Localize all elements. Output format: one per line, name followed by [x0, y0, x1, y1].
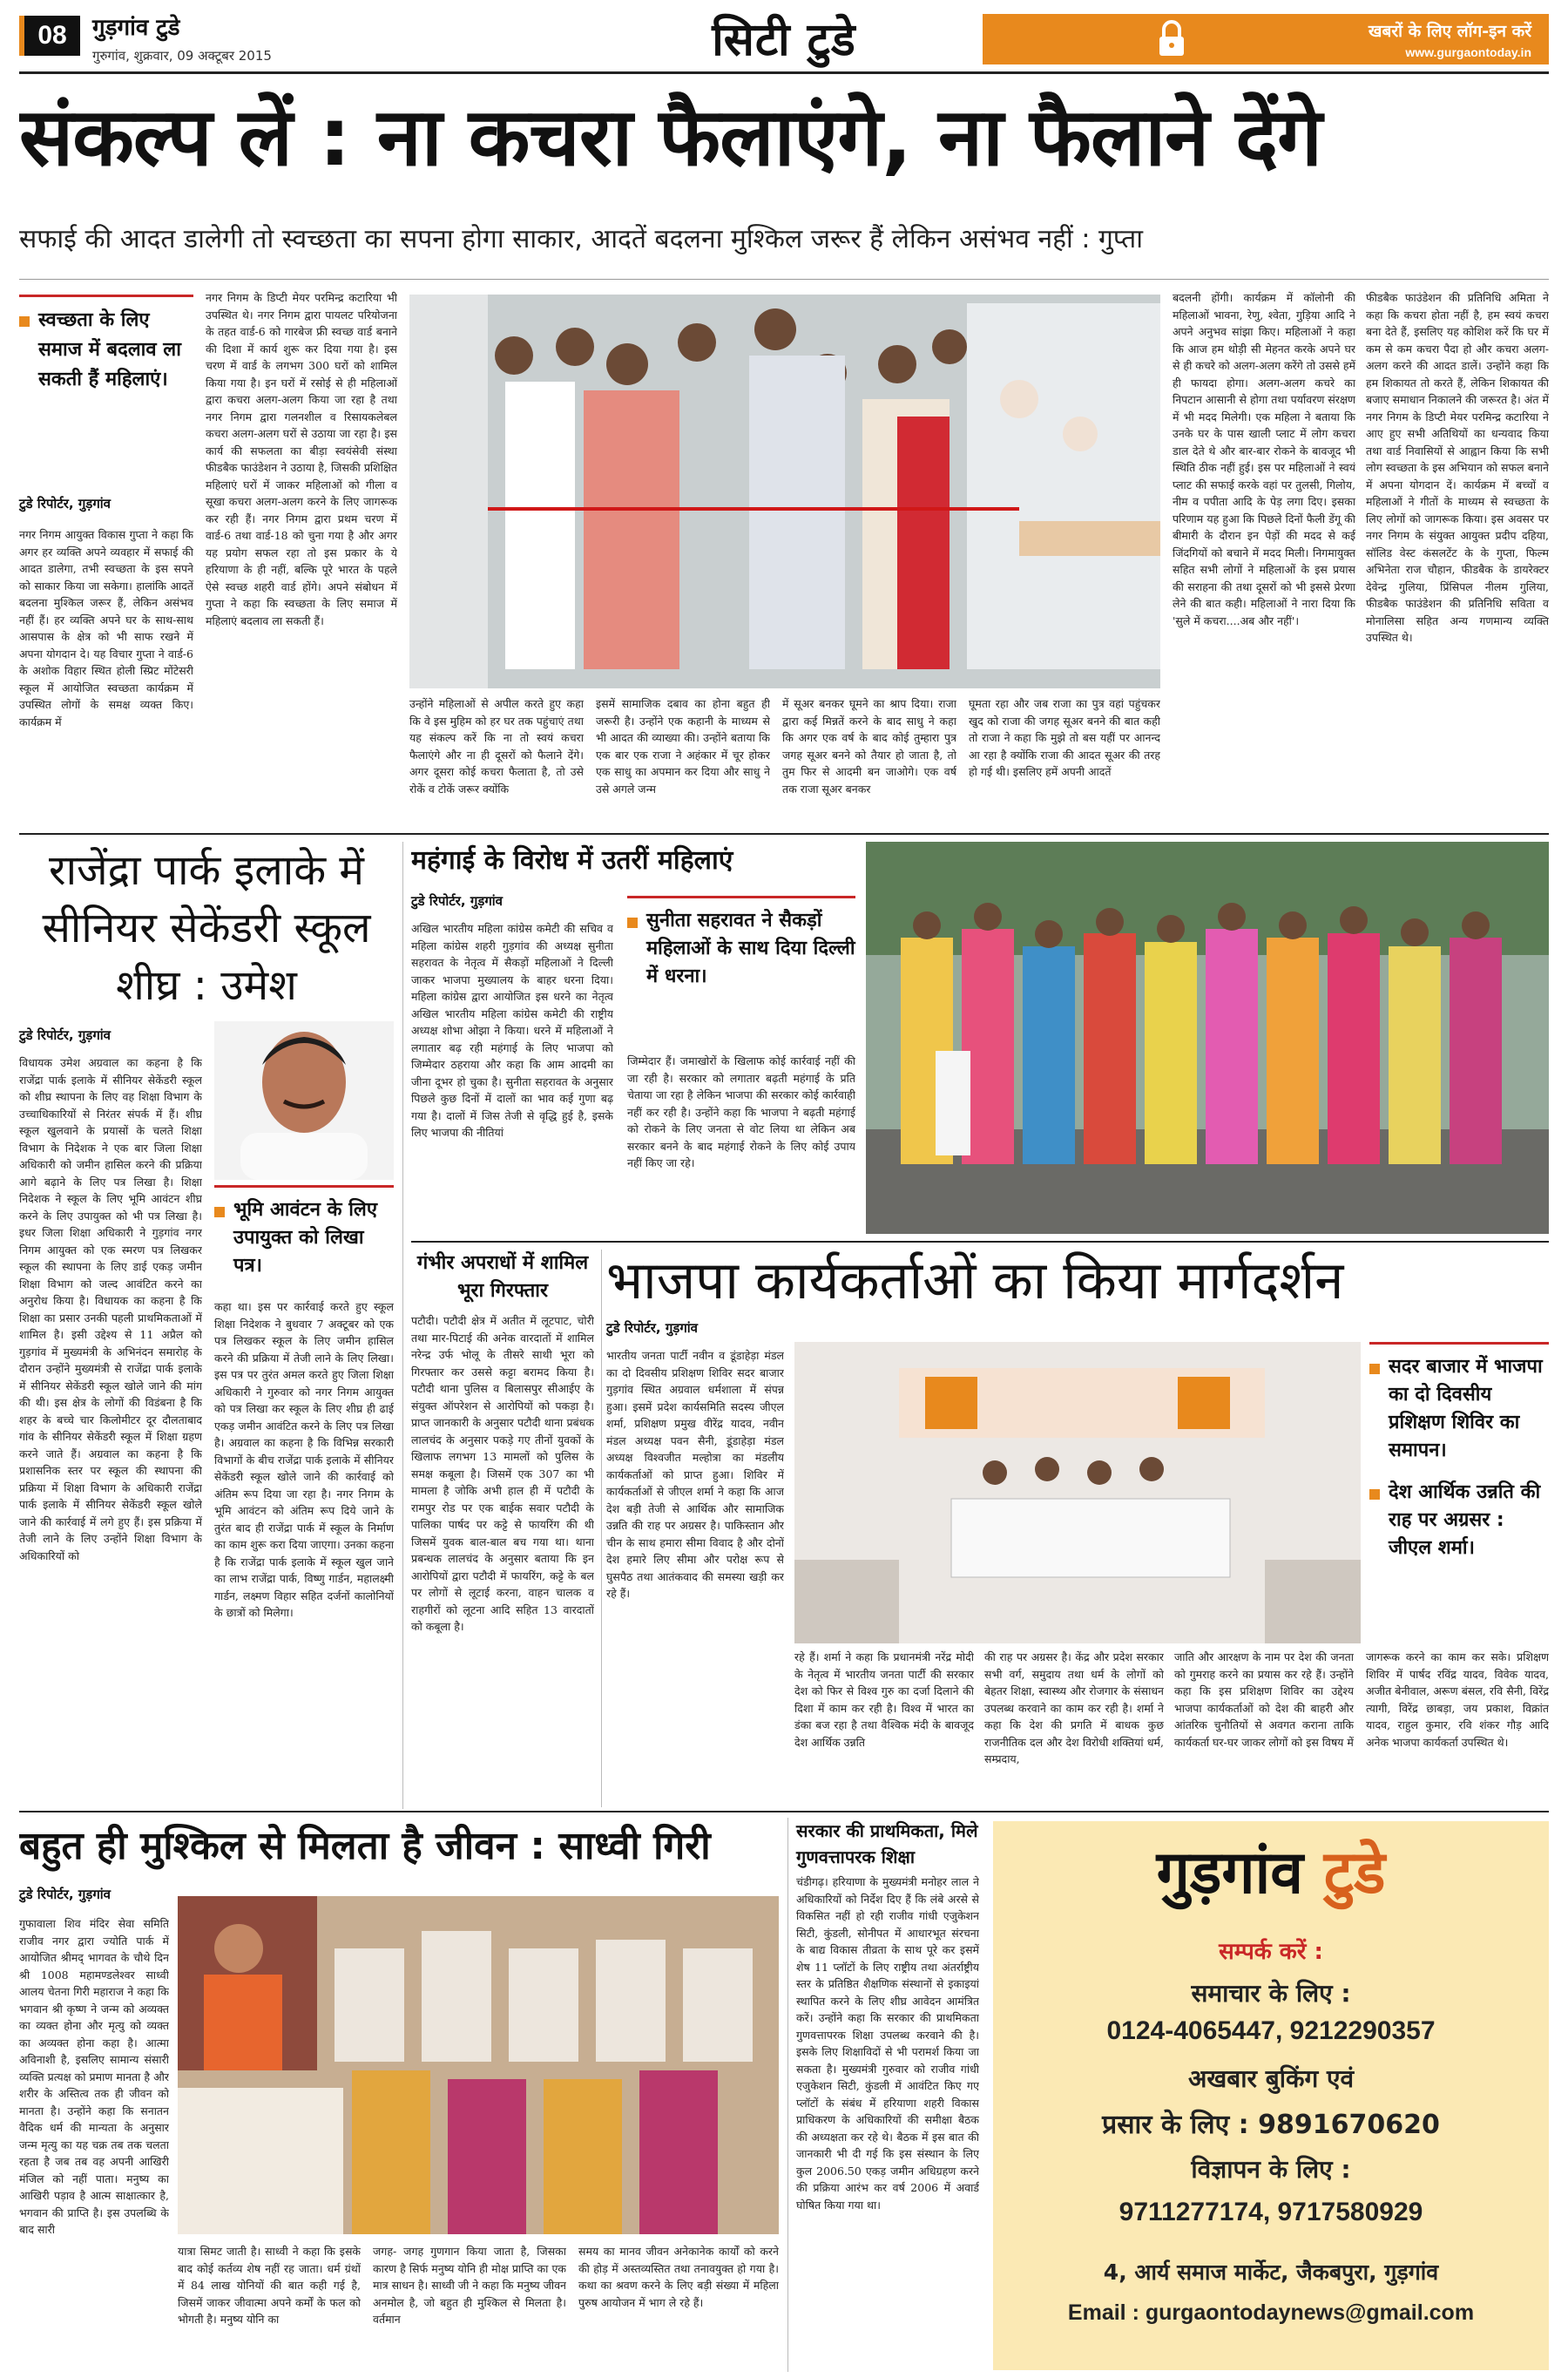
bjp-col-1: भारतीय जनता पार्टी नवीन व डूंडाहेड़ा मंडल का दो दिवसीय प्रशिक्षण शिविर सदर बाजार गुड़गांव स्थित अग्रवाल धर्मशाला में संपन्न हुआ। इसमें प्रदेश कार्यसमिति सदस्य जीएल शर्मा, प्रशिक्षण प्रमुख वीरेंद्र यादव, नवीन मंडल अध्यक्ष पवन सैनी, डूंडाहेड़ा मंडल अध्यक्ष विश्वजीत मल्होत्रा का मंडलीय कार्यकर्ताओं को प्राप्त हुआ। शिविर में कार्यकर्ताओं से जीएल शर्मा ने कहा कि आज देश बड़ी तेजी से आर्थिक और सामाजिक उन्नति की राह पर अग्रसर है। पाकिस्तान और चीन के साथ हमारा सीमा विवाद है और दोनों देश हमारे लिए सीमा और परोक्ष रूप से घुसपैठ तथा आतंकवाद की समस्या खड़ी कर रहे हैं।: [606, 1349, 784, 1600]
column-rule: [402, 842, 403, 1809]
school-byline: टुडे रिपोर्टर, गुड़गांव: [19, 1027, 111, 1043]
page-number: 08: [19, 16, 80, 56]
lock-icon: [1157, 19, 1186, 58]
school-photo-umesh: [214, 1021, 394, 1180]
bottom-divider: [19, 1811, 1549, 1812]
lead-byline: टुडे रिपोर्टर, गुड़गांव: [19, 496, 111, 512]
bjp-col-5: जागरूक करने का काम कर सके। प्रशिक्षण शिविर में पार्षद रविंद्र यादव, विवेक यादव, अजीत बेनीवाल, अरूण बंसल, रवि सैनी, विरेंद्र त्यागी, विरेंद्र छाबड़ा, जय प्रकाश, विक्रांत यादव, राहुल कुमार, रवि शंकर गौड़ आदि अनेक भाजपा कार्यकर्ता उपस्थित थे।: [1366, 1650, 1549, 1749]
bullet-marker: [1369, 1364, 1380, 1374]
lead-highlight-text: स्वच्छता के लिए समाज में बदलाव ला सकती हैं महिलाएं।: [38, 309, 181, 390]
bullet-marker: [214, 1207, 225, 1217]
column-rule: [787, 1818, 788, 2372]
sadhvi-photo-gathering: [178, 1896, 779, 2234]
bjp-col-4: जाति और आरक्षण के नाम पर देश की जनता को गुमराह करने का प्रयास कर रहे हैं। उन्होंने कहा कि इस प्रशिक्षण शिविर का उद्देश्य भाजपा कार्यकर्ताओं को देश की बाहरी और आंतरिक चुनौतियों से अवगत कराना ताकि कार्यकर्ता घर-घर जाकर लोगों को इस विषय में: [1174, 1650, 1354, 1749]
login-banner[interactable]: [983, 14, 1549, 64]
school-headline: राजेंद्रा पार्क इलाके में सीनियर सेकेंडरी स्कूल शीघ्र : उमेश: [42, 846, 371, 1010]
school-highlight-text: भूमि आवंटन के लिए उपायुक्त को लिखा पत्र।: [233, 1199, 377, 1277]
page-header: [0, 0, 1568, 71]
lead-col-7: बदलनी होंगी। कार्यक्रम में कॉलोनी की महिलाओं भावना, रेणु, श्वेता, गुड़िया आदि ने अपने अनुभव सांझा किए। महिलाओं ने कहा कि आज हम थोड़ी सी मेहनत करके अपने घर से ही कचरे को अलग-अलग करेंगे तो उससे हमें ही फायदा होगा। अलग-अलग कचरे का निपटान आसानी से होगा तथा पर्यावरण संरक्षण में भी मदद मिलेगी। एक महिला ने बताया कि उनके घर के पास खाली प्लाट में लोग कचरा डाल देते थे और बार-बार रोकने के बावजूद भी स्थिति ठीक नहीं हुई। इस पर महिलाओं ने स्वयं प्लाट की सफाई करके वहां पर तुलसी, गिलोय, नीम व पपीता आदि के पेड़ लगा दिए। इसका परिणाम यह हुआ कि पिछले दिनों फैली डेंगू की बीमारी के दौरान इन पेड़ों की मदद से कई जिंदगियों को बचाने में मदद मिली। निगमायुक्त सहित सभी लोगों ने महिलाओं के इस प्रयास की सराहना की तथा दूसरों को भी इससे प्रेरणा लेने की बात कही। महिलाओं ने नारा दिया कि 'सुले में कचरा....अब और नहीं'।: [1173, 291, 1355, 627]
ad-contact-label: सम्पर्क करें :: [1219, 1939, 1323, 1965]
bjp-highlight-2: देश आर्थिक उन्नति की राह पर अग्रसर : जीएल शर्मा।: [1389, 1481, 1541, 1559]
lead-divider: [19, 279, 1549, 280]
skills-text: चंडीगढ़। हरियाणा के मुख्यमंत्री मनोहर लाल ने अधिकारियों को निर्देश दिए हैं कि लंबे अरसे से विकसित नहीं हो रही राजीव गांधी एजुकेशन सिटी, कुंडली, सोनीपत में आधारभूत संरचना के बाद्य विकास तीव्रता के साथ पूरे कर इसमें शेष 11 प्लॉटों के लिए राष्ट्रीय तथा अंतर्राष्ट्रीय स्तर के प्रतिष्ठित शैक्षणिक संस्थानों से इकाइयां स्थापित करने के लिए शीघ्र आवेदन आमंत्रित करें। उन्होंने कहा कि सरकार की प्राथमिकता गुणवत्तापरक शिक्षा उपलब्ध करवाने की है। इसके लिए शिक्षाविदों से भी परामर्श किया जा सकता है। मुख्यमंत्री गुरुवार को राजीव गांधी एजुकेशन सिटी, कुंडली में आवंटित किए गए प्लॉटों के संबंध में हरियाणा शहरी विकास प्राधिकरण के अधिकारियों की समीक्षा बैठक की अध्यक्षता कर रहे थे। बैठक में इस बात की जानकारी भी दी गई कि इस संस्थान के लिए कुल 2006.50 एकड़ जमीन अधिग्रहण करने की प्रक्रिया आरंभ कर वर्ष 2006 में अवार्ड घोषित किया गया था।: [796, 1875, 979, 2212]
bullet-marker: [1369, 1489, 1380, 1500]
protest-highlight: [627, 896, 855, 991]
ad-address: 4, आर्य समाज मार्केट, जैकबपुरा, गुड़गांव: [1103, 2259, 1439, 2285]
header-dateline: गुरुगांव, शुक्रवार, 09 अक्टूबर 2015: [92, 48, 272, 64]
ad-advert-phone[interactable]: 9711277174, 9717580929: [1119, 2198, 1423, 2226]
website-link[interactable]: www.gurgaontoday.in: [1405, 45, 1531, 59]
lead-photo-ribbon-cutting: [409, 295, 1160, 688]
school-highlight: [214, 1185, 394, 1280]
section-title: सिटी टुडे: [712, 14, 856, 66]
bjp-highlight-1: सदर बाजार में भाजपा का दो दिवसीय प्रशिक्षण शिविर का समापन।: [1389, 1356, 1543, 1461]
sadhvi-col-4: समय का मानव जीवन अनेकानेक कार्यों को करने की होड़ में अस्तव्यस्तित तथा तनावयुक्त हो गया है। कथा का श्रवण करने के लिए बड़ी संख्या में महिला पुरुष आयोजन में भाग ले रहे हैं।: [578, 2245, 779, 2309]
lead-col-8: फीडबैक फाउंडेशन की प्रतिनिधि अमिता ने कहा कि कचरा होता नहीं है, हम स्वयं कचरा बना देते हैं, इसलिए यह कोशिश करें कि घर में कम से कम कचरा पैदा हो और कचरा अलग-अलग करने की आदत डालें। उन्होंने कहा कि हम शिकायत तो करते हैं, लेकिन शिकायत की बजाए समाधान निकालने की जरूरत है। अंत में नगर निगम के डिप्टी मेयर परमिन्द्र कटारिया ने आए हुए सभी अतिथियों का धन्यवाद किया तथा वार्ड निवासियों से आह्वान किया कि सभी लोग स्वच्छता के इस अभियान को सफल बनाने में अपना योगदान दें। कार्यक्रम में बच्चों व महिलाओं ने गीतों के माध्यम से स्वच्छता के लिए लोगों को जागरूक किया। इस अवसर पर नगर निगम के संयुक्त आयुक्त प्रदीप दहिया, सॉलिड वेस्ट कंसलटेंट के के गुप्ता, फिल्म अभिनेता राज चौहान, फीडबैक के डायरेक्टर देवेन्द्र गुलिया, प्रिंसिपल नीलम गुलिया, फीडबैक फाउंडेशन की प्रतिनिधि सविता व मोनालिसा सहित अन्य गणमान्य व्यक्ति उपस्थित थे।: [1366, 291, 1549, 644]
ad-brand: [993, 1833, 1549, 1914]
bjp-byline: टुडे रिपोर्टर, गुड़गांव: [606, 1320, 698, 1336]
sadhvi-col-2: यात्रा सिमट जाती है। साध्वी ने कहा कि इसके बाद कोई कर्तव्य शेष नहीं रह जाता। धर्म ग्रंथों में 84 लाख योनियों की बात कही गई है, जिसमें जाकर जीवात्मा अपने कर्मों के फल को भोगती है। मनुष्य योनि का: [178, 2245, 361, 2326]
crime-headline: गंभीर अपराधों में शामिल भूरा गिरफ्तार: [416, 1252, 589, 1302]
lead-subheadline: सफाई की आदत डालेगी तो स्वच्छता का सपना होगा साकार, आदतें बदलना मुश्किल जरूर हैं लेकिन असंभव नहीं : गुप्ता: [19, 224, 1143, 254]
lead-col-3: उन्होंने महिलाओं से अपील करते हुए कहा कि वे इस मुहिम को हर घर तक पहुंचाएं तथा यह संकल्प करें कि ना तो स्वयं कचरा फैलाएंगे और ना ही दूसरों को फैलाने देंगे। अगर दूसरा कोई कचरा फैलाता है, तो उसे रोकें व टोकें जरूर क्योंकि: [409, 697, 584, 796]
ad-brand-part1: गुड़गांव: [1156, 1839, 1304, 1907]
contact-ad: [993, 1821, 1549, 2370]
ad-brand-part2: टुडे: [1323, 1839, 1386, 1907]
sadhvi-col-1: गुफावाला शिव मंदिर सेवा समिति राजीव नगर द्वारा ज्योति पार्क में आयोजित श्रीमद् भागवत के चौथे दिन श्री 1008 महामण्डलेश्वर साध्वी आलय चेतना गिरी महाराज ने कहा कि भगवान श्री कृष्ण ने जन्म को अव्यक्त का व्यक्त होना और मृत्यु को व्यक्त का अव्यक्त होना कहा है। आत्मा अविनाशी है, इसलिए सामान्य संसारी व्यक्ति प्रत्यक्ष को प्रमाण मानता है और शरीर के अस्तित्व तक ही जीवन को मानता है। उन्होंने कहा कि सनातन वैदिक धर्म की मान्यता के अनुसार जन्म मृत्यु का यह चक्र तब तक चलता रहता है जब तब वह अपनी आखिरी मंजिल को नहीं पाता। मनुष्य का आखिरी पड़ाव है आत्म साक्षात्कार है, भगवान की प्राप्ति है। इस उपलब्धि के बाद सारी: [19, 1917, 169, 2236]
header-divider: [19, 71, 1549, 74]
column-rule: [601, 1250, 602, 1807]
bjp-headline: भाजपा कार्यकर्ताओं का किया मार्गदर्शन: [606, 1250, 1344, 1311]
bjp-highlights: [1369, 1342, 1549, 1562]
lead-bottom-divider: [19, 833, 1549, 835]
bjp-photo-training: [794, 1342, 1361, 1643]
ad-advert-label: विज्ञापन के लिए :: [1191, 2155, 1351, 2184]
lead-col-4: इसमें सामाजिक दबाव का होना बहुत ही जरूरी है। उन्होंने एक कहानी के माध्यम से भी आदत की व्याख्या की। उन्होंने बताया कि एक बार एक राजा ने अहंकार में चूर होकर एक साधु का अपमान कर दिया और साधु ने उसे अगले जन्म: [596, 697, 770, 796]
school-col-1: विधायक उमेश अग्रवाल का कहना है कि राजेंद्रा पार्क इलाके में सीनियर सेकेंडरी स्कूल को शीघ्र स्थापना के लिए वह शिक्षा विभाग के उच्चाधिकारियों से निरंतर संपर्क में हैं। शीघ्र स्कूल खुलवाने के प्रयासों के चलते शिक्षा विभाग के निदेशक ने एक बार जिला शिक्षा अधिकारी को जमीन हासिल करने की प्रक्रिया आगे बढ़ाने के लिए पत्र लिखा है। शिक्षा निदेशक ने स्कूल के लिए भूमि आवंटन शीघ्र करने के लिए उपायुक्त को भी पत्र लिखा है। इधर जिला शिक्षा अधिकारी ने गुड़गांव नगर निगम आयुक्त को एक स्मरण पत्र लिखकर स्कूल की स्थापना के लिए डाई एकड़ जमीन शिक्षा विभाग को जल्द आवंटित करने का अनुरोध किया है। विधायक का कहना है कि शिक्षा का प्रसार उनकी पहली प्राथमिकताओं में शामिल है। इसी उद्देश्य से 11 अप्रैल को गुड़गांव में मुख्यमंत्री के अभिनंदन समारोह के दौरान उन्होंने मुख्यमंत्री से राजेंद्रा पार्क इलाके में सीनियर सेकेंडरी स्कूल खोले जाने की मांग की थी। इस क्षेत्र के लोगों की विडंबना है कि शहर के बच्चे चार किलोमीटर दूर दौलताबाद गांव के सीनियर सेकेंडरी स्कूल में शिक्षा ग्रहण करने जाते हैं। अग्रवाल का कहना है कि प्रशासनिक स्तर पर स्कूल की स्थापना की प्रक्रिया में शिक्षा विभाग के अधिकारी राजेंद्रा पार्क इलाके में सीनियर सेकेंडरी स्कूल खोले जाने की कार्रवाई में लगे हुए हैं। इस प्रक्रिया में तेजी लाने के लिए उन्होंने शिक्षा विभाग के अधिकारियों को: [19, 1056, 202, 1562]
crime-text: पटौदी। पटौदी क्षेत्र में अतीत में लूटपाट, चोरी तथा मार-पिटाई की अनेक वारदातों में शामिल नरेन्द्र उर्फ भोलू के तीसरे साथी भूरा को गिरफ्तार कर उससे कट्टा बरामद किया है। पटौदी थाना पुलिस व बिलासपुर सीआईए के संयुक्त ऑपरेशन से आरोपियों को पकड़ा है। प्राप्त जानकारी के अनुसार पटौदी थाना प्रबंधक लालचंद के अनुसार पकड़े गए तीनों युवकों के खिलाफ लगभग 13 मामलों को पुलिस के समक्ष कबूला है। जिसमें एक 307 का भी मामला है जोकि अभी हाल ही में पटौदी के रामपुर रोड पर एक बाईक सवार पटौदी के पालिका पार्षद पर कट्टे से फायरिंग की थी जिसमें युवक बाल-बाल बच गया था। थाना प्रबन्धक लालचंद के अनुसार बताया कि इन आरोपियों द्वारा पटौदी में फायरिंग, कट्टे के बल पर लोगों से लूटाई करना, वाहन चालक व राहगीरों को लूटना आदि सहित 13 वारदातों को कबूला है।: [411, 1314, 594, 1633]
bullet-marker: [19, 316, 30, 327]
protest-col-1: अखिल भारतीय महिला कांग्रेस कमेटी की सचिव व महिला कांग्रेस शहरी गुड़गांव की अध्यक्ष सुनीता सहरावत के नेतृत्व में सैकड़ों महिलाओं ने दिल्ली जाकर भाजपा मुख्यालय के बाहर धरना दिया। महिला कांग्रेस द्वारा आयोजित इस धरने का नेतृत्व अखिल भारतीय महिला कांग्रेस कमेटी की राष्ट्रीय अध्यक्ष शोभा ओझा ने किया। धरने में महिलाओं ने लगातार बढ़ रही महंगाई के लिए भाजपा को जिम्मेदार ठहराया और कहा कि आम आदमी का जीना दूभर हो चुका है। सुनीता सहरावत के अनुसार पिछले कुछ दिनों में दालों का भाव कई गुणा बढ़ गया है। दालों में जिस तेजी से वृद्धि हुई है, इसके लिए भाजपा की नीतियां: [411, 922, 613, 1139]
protest-headline: महंगाई के विरोध में उतरीं महिलाएं: [411, 845, 733, 876]
lead-col-2: नगर निगम के डिप्टी मेयर परमिन्द्र कटारिया भी उपस्थित थे। नगर निगम द्वारा पायलट परियोजना के तहत वार्ड-6 को गारबेज फ्री स्वच्छ वार्ड बनाने की दिशा में कार्य शुरू कर दिया गया है। इस चरण में वार्ड के लगभग 300 घरों को शामिल किया गया है। इन घरों में रसोई से ही महिलाओं द्वारा कचरा अलग-अलग किया जा रहा है तथा नगर निगम द्वारा गलनशील व रिसायकलेबल कचरा अलग-अलग घरों से उठाया जा रहा है। इस कार्य की सफलता का बीड़ा स्वयंसेवी संस्था फीडबैक फाउंडेशन ने उठाया है, जिसकी प्रशिक्षित महिलाएं घरों में जाकर महिलाओं को गीला व सूखा कचरा अलग-अलग करने के लिए जागरूक कर रही हैं। नगर निगम द्वारा प्रथम चरण में वार्ड-6 तथा वार्ड-18 को चुना गया है और अगर यह प्रयोग सफल रहा तो इस प्रकार के ये हरियाणा के ही नहीं, बल्कि पूरे भारत के पहले ऐसे स्वच्छ शहरी वार्ड होंगे। अपने संबोधन में गुप्ता ने कहा कि स्वच्छता के लिए समाज में महिलाएं बदलाव ला सकती हैं।: [206, 291, 397, 627]
header-brand: गुड़गांव टुडे: [92, 15, 180, 41]
sadhvi-headline: बहुत ही मुश्किल से मिलता है जीवन : साध्वी गिरी: [19, 1824, 711, 1868]
lead-col-6: घूमता रहा और जब राजा का पुत्र वहां पहुंचकर खुद को राजा की जगह सूअर बनने की बात कही तो राजा ने कहा कि मुझे तो बस यहीं पर आनन्द आ रहा है क्योंकि राजा की आदत सूअर की तरह हो गई थी। इसलिए हमें अपनी आदतें: [969, 697, 1160, 778]
ad-news-label: समाचार के लिए :: [1191, 1979, 1351, 2008]
protest-byline: टुडे रिपोर्टर, गुड़गांव: [411, 893, 503, 909]
lead-highlight: [19, 295, 193, 395]
lead-headline: संकल्प लें : ना कचरा फैलाएंगे, ना फैलाने देंगे: [19, 91, 1321, 184]
login-banner-text: खबरों के लिए लॉग-इन करें: [1368, 22, 1531, 41]
bjp-col-2: रहे हैं। शर्मा ने कहा कि प्रधानमंत्री नरेंद्र मोदी के नेतृत्व में भारतीय जनता पार्टी की सरकार देश को फिर से विश्व गुरु का दर्जा दिलाने की दिशा में काम कर रही है। विश्व में भारत का डंका बज रहा है तथा वैश्विक मंदी के बावजूद देश आर्थिक उन्नति: [794, 1650, 974, 1749]
ad-booking-label: अखबार बुकिंग एवं: [1187, 2064, 1355, 2093]
school-col-2: कहा था। इस पर कार्रवाई करते हुए स्कूल शिक्षा निदेशक ने बुधवार 7 अक्टूबर को एक पत्र लिखकर स्कूल के लिए जमीन हासिल करने की प्रक्रिया में तेजी लाने के लिए लिखा। इस पत्र पर तुरंत अमल करते हुए जिला शिक्षा अधिकारी ने गुरुवार को नगर निगम आयुक्त को पत्र लिखा कर स्कूल के लिए शीघ्र ही ढाई एकड़ जमीन आवंटित करने के लिए पत्र लिखा है। अग्रवाल का कहना है कि विभिन्न सरकारी विभागों के बीच राजेंद्रा पार्क इलाके में सीनियर सेकेंडरी स्कूल खोले जाने की कार्रवाई को अंतिम रूप दिया जा रहा है। नगर निगम के भूमि आवंटन को अंतिम रूप दिये जाने के तुरंत बाद ही राजेंद्रा पार्क में स्कूल के निर्माण का काम शुरू करा दिया जाएगा। उनका कहना है कि राजेंद्रा पार्क इलाके में स्कूल खुल जाने का लाभ राजेंद्रा पार्क, विष्णु गार्डन, महालक्ष्मी गार्डन, लक्ष्मण विहार सहित दर्जनों कालोनियों के छात्रों को मिलेगा।: [214, 1300, 394, 1619]
ad-email[interactable]: Email : gurgaontodaynews@gmail.com: [1067, 2300, 1475, 2325]
protest-divider: [411, 1241, 1549, 1243]
protest-photo-women: [866, 842, 1549, 1234]
sadhvi-byline: टुडे रिपोर्टर, गुड़गांव: [19, 1887, 111, 1902]
protest-highlight-text: सुनीता सहरावत ने सैकड़ों महिलाओं के साथ दिया दिल्ली में धरना।: [646, 910, 855, 987]
protest-col-2: जिम्मेदार हैं। जमाखोरों के खिलाफ कोई कार्रवाई नहीं की जा रही है। सरकार को लगातार बढ़ती महंगाई के प्रति चेताया जा रहा है लेकिन भाजपा की सरकार कोई कार्रवाही नहीं कर रही है। उन्होंने कहा कि भाजपा ने बढ़ती महंगाई को रोकने के लिए जनता से वोट लिया था लेकिन अब सरकार बनने के बाद महंगाई रोकने के लिए कोई उपाय नहीं किए जा रहे।: [627, 1054, 855, 1169]
bjp-col-3: की राह पर अग्रसर है। केंद्र और प्रदेश सरकार सभी वर्ग, समुदाय तथा धर्म के लोगों को बेहतर शिक्षा, स्वास्थ्य और रोजगार के संसाधन उपलब्ध करवाने का काम कर रही है। शर्मा ने कहा कि देश की प्रगति में बाधक कुछ राजनीतिक दल और देश विरोधी शक्तियां धर्म, सम्प्रदाय,: [984, 1650, 1164, 1765]
lead-col-1: नगर निगम आयुक्त विकास गुप्ता ने कहा कि अगर हर व्यक्ति अपने व्यवहार में सफाई की आदत डालेगा, तभी स्वच्छता के इस सपने को साकार किया जा सकेगा। हालांकि आदतें बदलना मुश्किल जरूर हैं, लेकिन असंभव नहीं हैं। हर व्यक्ति अपने घर के साथ-साथ आसपास के क्षेत्र को भी साफ रखने में अपना योगदान दे। यह विचार गुप्ता ने वार्ड-6 के अशोक विहार स्थित होली स्प्रिट मोंटेसरी स्कूल में आयोजित स्वच्छता कार्यक्रम में उपस्थित लोगों के समक्ष व्यक्त किए। कार्यक्रम में: [19, 528, 193, 728]
bullet-marker: [627, 918, 638, 928]
ad-news-phone[interactable]: 0124-4065447, 9212290357: [1106, 2016, 1436, 2045]
ad-circulation[interactable]: प्रसार के लिए : 9891670620: [1102, 2110, 1440, 2140]
lead-col-5: में सूअर बनकर घूमने का श्राप दिया। राजा द्वारा कई मिन्नतें करने के बाद साधु ने कहा कि अगर एक वर्ष के बाद कोई तुम्हारा पुत्र जगह सूअर बनने को तैयार हो जाता है, तो तुम फिर से आदमी बन जाओगे। एक वर्ष तक राजा सूअर बनकर: [782, 697, 956, 796]
sadhvi-col-3: जगह- जगह गुणगान किया जाता है, जिसका कारण है सिर्फ मनुष्य योनि ही मोक्ष प्राप्ति का एक मात्र साधन है। साध्वी जी ने कहा कि मनुष्य जीवन अनमोल है, जो बहुत ही मुश्किल से मिलता है। वर्तमान: [373, 2245, 566, 2326]
skills-headline: सरकार की प्राथमिकता, मिले गुणवत्तापरक शिक्षा: [796, 1820, 978, 1867]
